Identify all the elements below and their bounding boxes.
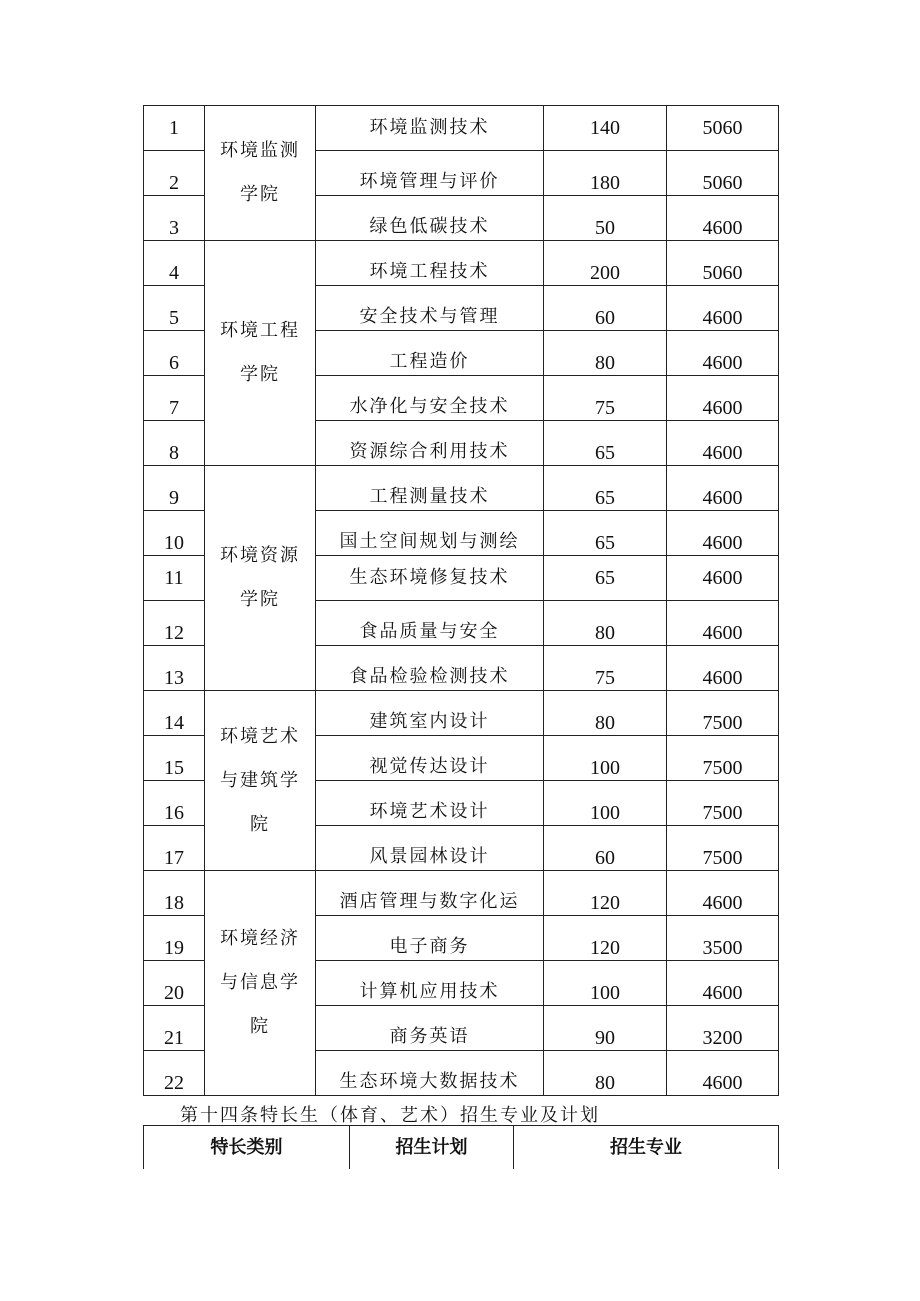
tuition-fee: 7500 (667, 736, 779, 781)
major-name: 环境管理与评价 (316, 151, 544, 196)
college-name-text: 环境经济与信息学院 (220, 928, 300, 1037)
plan-count: 200 (544, 241, 667, 286)
plan-count: 120 (544, 871, 667, 916)
plan-count: 80 (544, 601, 667, 646)
tuition-fee: 5060 (667, 106, 779, 151)
major-name: 资源综合利用技术 (316, 421, 544, 466)
plan-count: 80 (544, 331, 667, 376)
plan-count: 65 (544, 466, 667, 511)
row-number: 22 (144, 1051, 205, 1096)
major-name: 商务英语 (316, 1006, 544, 1051)
college-name-text: 环境监测学院 (220, 140, 300, 205)
plan-count: 180 (544, 151, 667, 196)
tuition-fee: 4600 (667, 421, 779, 466)
plan-count: 80 (544, 1051, 667, 1096)
tuition-fee: 4600 (667, 331, 779, 376)
plan-count: 60 (544, 286, 667, 331)
tuition-fee: 3200 (667, 1006, 779, 1051)
tuition-fee: 4600 (667, 601, 779, 646)
tuition-fee: 4600 (667, 196, 779, 241)
header-enrollment-major: 招生专业 (514, 1126, 779, 1170)
major-name: 安全技术与管理 (316, 286, 544, 331)
college-name (205, 691, 316, 871)
major-name: 环境工程技术 (316, 241, 544, 286)
row-number: 18 (144, 871, 205, 916)
row-number: 14 (144, 691, 205, 736)
college-name-text: 环境工程学院 (220, 320, 300, 385)
plan-count: 65 (544, 511, 667, 556)
tuition-fee: 4600 (667, 511, 779, 556)
tuition-fee: 4600 (667, 466, 779, 511)
plan-count: 80 (544, 691, 667, 736)
row-number: 15 (144, 736, 205, 781)
tuition-fee: 4600 (667, 376, 779, 421)
tuition-fee: 4600 (667, 286, 779, 331)
plan-count: 100 (544, 736, 667, 781)
major-name: 环境监测技术 (316, 106, 544, 151)
major-name: 水净化与安全技术 (316, 376, 544, 421)
enrollment-plan-table (143, 105, 779, 1096)
row-number: 20 (144, 961, 205, 1006)
row-number: 9 (144, 466, 205, 511)
row-number: 5 (144, 286, 205, 331)
college-name (205, 106, 316, 241)
header-specialty-category: 特长类别 (144, 1126, 350, 1170)
row-number: 10 (144, 511, 205, 556)
row-number: 13 (144, 646, 205, 691)
section-title: 第十四条特长生（体育、艺术）招生专业及计划 (180, 1105, 600, 1126)
plan-count: 50 (544, 196, 667, 241)
college-name (205, 871, 316, 1096)
row-number: 16 (144, 781, 205, 826)
row-number: 19 (144, 916, 205, 961)
tuition-fee: 7500 (667, 826, 779, 871)
table-row (144, 106, 779, 151)
header-enrollment-plan: 招生计划 (350, 1126, 514, 1170)
college-name (205, 241, 316, 466)
college-name-text: 环境资源学院 (220, 545, 300, 610)
plan-count: 75 (544, 376, 667, 421)
college-name-text: 环境艺术与建筑学院 (220, 725, 300, 835)
table-row (144, 466, 779, 511)
plan-count: 100 (544, 781, 667, 826)
plan-count: 65 (544, 421, 667, 466)
tuition-fee: 7500 (667, 691, 779, 736)
row-number: 21 (144, 1006, 205, 1051)
specialty-table (143, 1125, 779, 1169)
major-name: 生态环境修复技术 (316, 556, 544, 601)
tuition-fee: 4600 (667, 1051, 779, 1096)
tuition-fee: 4600 (667, 556, 779, 601)
college-name (205, 466, 316, 691)
major-name: 酒店管理与数字化运 (316, 871, 544, 916)
major-name: 生态环境大数据技术 (316, 1051, 544, 1096)
row-number: 12 (144, 601, 205, 646)
major-name: 风景园林设计 (316, 826, 544, 871)
table-row (144, 871, 779, 916)
row-number: 8 (144, 421, 205, 466)
plan-count: 60 (544, 826, 667, 871)
plan-count: 65 (544, 556, 667, 601)
major-name: 国土空间规划与测绘 (316, 511, 544, 556)
table-row (144, 241, 779, 286)
major-name: 建筑室内设计 (316, 691, 544, 736)
tuition-fee: 4600 (667, 961, 779, 1006)
row-number: 3 (144, 196, 205, 241)
tuition-fee: 5060 (667, 241, 779, 286)
plan-count: 75 (544, 646, 667, 691)
row-number: 11 (144, 556, 205, 601)
major-name: 视觉传达设计 (316, 736, 544, 781)
tuition-fee: 4600 (667, 646, 779, 691)
major-name: 食品检验检测技术 (316, 646, 544, 691)
table-header-row (144, 1126, 779, 1170)
row-number: 17 (144, 826, 205, 871)
row-number: 2 (144, 151, 205, 196)
plan-count: 90 (544, 1006, 667, 1051)
row-number: 6 (144, 331, 205, 376)
major-name: 绿色低碳技术 (316, 196, 544, 241)
major-name: 工程测量技术 (316, 466, 544, 511)
plan-count: 120 (544, 916, 667, 961)
tuition-fee: 4600 (667, 871, 779, 916)
plan-count: 100 (544, 961, 667, 1006)
major-name: 环境艺术设计 (316, 781, 544, 826)
row-number: 4 (144, 241, 205, 286)
major-name: 计算机应用技术 (316, 961, 544, 1006)
major-name: 食品质量与安全 (316, 601, 544, 646)
plan-count: 140 (544, 106, 667, 151)
major-name: 电子商务 (316, 916, 544, 961)
tuition-fee: 3500 (667, 916, 779, 961)
major-name: 工程造价 (316, 331, 544, 376)
row-number: 1 (144, 106, 205, 151)
tuition-fee: 7500 (667, 781, 779, 826)
tuition-fee: 5060 (667, 151, 779, 196)
row-number: 7 (144, 376, 205, 421)
table-row (144, 691, 779, 736)
